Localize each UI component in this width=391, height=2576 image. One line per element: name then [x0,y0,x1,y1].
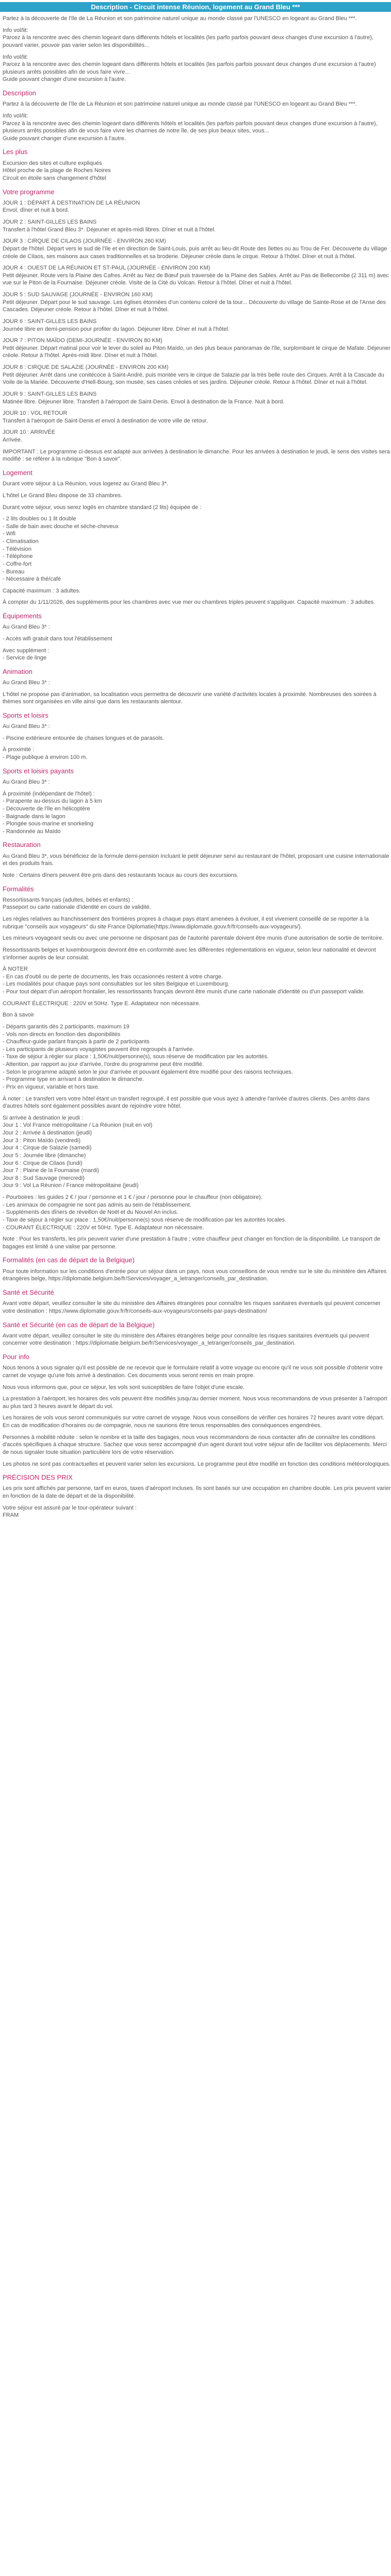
paragraph: - Pourboires : les guides 2 € / jour / personne et 1 € / jour / personne pour le chauffeur (non obligatoire). - Les animaux de compagnie ne sont pas admis au sein de l'établissement. - Suppléments des dîners de réveillon de Noël et du Nouvel An inclus. - Taxe de séjour à régler sur place : 1,50€/nuit/personne(s) sous réserve de modification par les autorités locales. - COURANT ÉLECTRIQUE : 220V et 50Hz. Type E. Adaptateur non nécessaire. [3,1194,287,1231]
paragraph: Bon à savoir [3,1012,35,1019]
paragraph: À compter du 1/11/2026, des suppléments pour les chambres avec vue mer ou chambres triples peuvent s'appliquer. Capacité maximum : 3 adultes. [3,599,376,606]
section-title: Pour info [3,1353,30,1361]
paragraph: - Départs garantis dès 2 participants, maximum 19 - Vols non directs en fonction des disponibilités - Chauffeur-guide parlant français à partir de 2 participants - Les participants de plusieurs voyagistes peuvent être regroupés à l'arrivée. - Taxe de séjour à régler sur place : 1,50€/nuit/personne(s), sous réserve de modification par les autorités. - Attention, par rapport au jour d'arrivée, l'ordre du programme peut être modifié. - Selon le programme adapté selon le jour d'arrivée et pouvant également être modifié pour des raisons techniques. - Programme type en arrivant à destination le dimanche. - Prix en vigueur, variable et hors taxe. [3,1023,293,1090]
section-title: Formalités (en cas de départ de la Belgique) [3,1256,135,1264]
paragraph: JOUR 3 : CIRQUE DE CILAOS (JOURNÉE - ENVIRON 260 KM) Départ de l'hôtel. Départ vers le sud de l'île et en direction de Saint-Louis, puis arrêt au lieu-dit Route des îlettes ou au Trou de Fer. Découverte du village créole de Cilaos, ses maisons aux cases traditionnelles et sa broderie. Déjeuner créole dans le cirque. Retour à l'hôtel. Dîner et nuit à l'hôtel. [3,238,387,260]
paragraph: JOUR 8 : CIRQUE DE SALAZIE (JOURNÉE - ENVIRON 200 KM) Petit déjeuner. Arrêt dans une conitécoce à Saint-André, puis montée vers le cirque de Salazie par la très belle route des Cirques. Arrêt à la Cascade du Voile de la Mariée. Découverte d'Hell-Bourg, son musée, ses cases créoles et ses jardins. Déjeuner créole. Retour à l'hôtel. Dîner et nuit à l'hôtel. [3,364,384,386]
section [0,188,391,463]
paragraph: Durant votre séjour, vous serez logés en chambre standard (2 lits) équipée de : [3,504,202,511]
paragraph: Votre séjour est assuré par le tour-opérateur suivant : FRAM [3,1504,137,1519]
paragraph: Ressortissants belges et luxembourgeois devront être en conformité avec les différentes réglementations en vigueur, selon leur nationalité et devront s'informer auprès de leur consulat. [3,946,376,961]
paragraph: Note : Pour les transferts, les prix peuvent varier d'une prestation à l'autre ; votre chauffeur peut changer en fonction de la disponibilité. Le transport de bagages est limité à une valise par personne. [3,1236,381,1250]
section [0,89,391,142]
section [0,1473,391,1519]
section-title: Animation [3,667,32,675]
paragraph: La prestation à l'aéroport, les horaires des vols peuvent être modifiés jusqu'au dernier moment. Nous vous recommandons de vous présenter à l'aéroport au plus tard 3 heures avant le départ du vol. [3,1396,387,1410]
paragraph: À proximité (indépendant de l'hôtel) : - Parapente au-dessus du lagon à 5 km - Découverte de l'île en hélicoptère - Baignade dans le lagon - Plongée sous-marine et snorkeling - Randonnée au Maïdo [3,790,102,835]
section [0,15,391,83]
paragraph: À proximité : - Plage publique à environ 100 m. [3,747,88,761]
section [0,1320,391,1348]
paragraph: Au Grand Bleu 3* : [3,624,50,631]
page-title: Description - Circuit intense Réunion, logement au Grand Bleu *** [0,2,391,12]
paragraph: Les prix sont affichés par personne, tarif en euros, taxes d'aéroport incluses. Ils sont basés sur une occupation en chambre double. Les prix peuvent varier en fonction de la date de départ et de la disponibilité. [3,1485,391,1500]
paragraph: Avant votre départ, veuillez consulter le site du ministère des Affaires étrangères belge pour connaître les risques sanitaires éventuels qui peuvent concerner votre destination : https://diplomatie.belgium.be/fr/Services/voyager_a_letranger/conseils_par_destination. [3,1332,369,1347]
paragraph: IMPORTANT : Le programme ci-dessus est adapté aux arrivées à destination le dimanche. Pour les arrivées à destination le jeudi, le sens des visites sera modifié : se référer à la rubrique "Bon à savoir". [3,448,390,463]
paragraph: Info vol/lit: Parcez à la rencontre avec des chemin logeant dans différents hôtels et localités (les parfois parfois pouvant deux changes d'une excursion à l'autre), plusieurs arrêts possibles afin de vous faire vivre les charmes de notre île, de ses plus beaux sites, vous... Guide pouvant changer d'une excursion à l'autre. [3,112,378,142]
section [0,147,391,182]
paragraph: JOUR 7 : PITON MAÏDO (DEMI-JOURNÉE - ENVIRON 80 KM) Petit déjeuner. Départ matinal pour voir le lever du soleil au Piton Maïdo, un des plus beaux panoramas de l'île, surplombant le cirque de Mafate. Déjeuner créole. Retour à l'hôtel. Après-midi libre. Dîner et nuit à l'hôtel. [3,337,390,359]
paragraph: Info vol/lit: Parcez à la rencontre avec des chemin logeant dans différents hôtels et localités (les parfo parfois pouvant deux changes d'une excursion à l'autre), pouvant varier, pouvoir pas varier selon les disponibilités... [3,27,373,48]
section [0,767,391,836]
section-title: Formalités [3,885,34,893]
section-title: Équipements [3,612,42,620]
paragraph: Avant votre départ, veuillez consulter le site du ministère des Affaires étrangères pour connaître les risques sanitaires éventuels qui peuvent concerner votre destination : https://www.diplomatie.gouv.fr/fr/conseils-aux-voyageurs/conseils-par-pays-destination/ [3,1300,381,1314]
section [0,612,391,662]
section-title: PRÉCISION DES PRIX [3,1473,73,1482]
paragraph: JOUR 10 : ARRIVÉE Arrivée. [3,429,56,444]
paragraph: Personnes à mobilité réduite : selon le nombre et la taille des bagages, nous vous recommandons de nous contacter afin de connaître les conditions d'accès spécifiques à chaque structure. Sachez que vous serez accompagné d'un agent durant tout votre séjour afin de faciliter vos déplacements. Merci de nous signaler toute situation particulière lors de votre réservation. [3,1434,387,1455]
paragraph: L'hôtel Le Grand Bleu dispose de 33 chambres. [3,492,123,499]
paragraph: Partez à la découverte de l'île de La Réunion et son patrimoine naturel unique au monde classé par l'UNESCO en logeant au Grand Bleu ***. [3,101,357,108]
paragraph: Pour toute information sur les conditions d'entrée pour un séjour dans un pays, nous vous conseillons de vous rendre sur le site du ministère des Affaires étrangères belge, https://diplomatie.belgium.be/fr/Services/voyager_a_letranger/conseils_par_destination. [3,1268,387,1282]
paragraph: Les règles relatives au franchissement des frontières propres à chaque pays étant amenées à évoluer, il est vivement conseillé de se reporter à la rubrique "conseils aux voyageurs" du site France Diplomatie(https://www.diplomatie.gouv.fr/fr/conseils-aux-voyageurs/). [3,916,369,930]
paragraph: Au Grand Bleu 3* : [3,723,50,730]
paragraph: À NOTER - En cas d'oubli ou de perte de documents, les frais occasionnés restent à votre charge. - Les modalités pour chaque pays sont consultables sur les sites Belgique et Luxembourg. - Pour tout départ d'un aéroport frontalier, les ressortissants français devront être munis d'une carte nationale d'identité ou d'un passeport valide. [3,966,365,995]
section-title: Description [3,89,37,97]
paragraph: - 2 lits doubles ou 1 lit double - Salle de bain avec douche et sèche-cheveux - Wifi - Climatisation - Télévision - Téléphone - Coffre-fort - Bureau - Nécessaire à thé/café [3,516,119,583]
section [0,1352,391,1468]
section-title: Votre programme [3,188,55,196]
section [0,711,391,761]
paragraph: L'hôtel ne propose pas d'animation, sa localisation vous permettra de découvrir une variété d'activités locales à proximité. Nombreuses des soirées à thèmes sont organisées en ville ainsi que dans les restaurants alentour. [3,691,377,705]
paragraph: - Accès wifi gratuit dans tout l'établissement [3,635,112,642]
section-title: Sports et loisirs payants [3,767,74,775]
section-title: Sports et loisirs [3,711,48,719]
paragraph: Si arrivée à destination le jeudi : Jour 1 : Vol France métropolitaine / La Réunion (nuit en vol) Jour 2 : Arrivée à destination (jeudi) Jour 3 : Piton Maïdo (vendredi) Jour 4 : Cirque de Salazie (samedi) Jour 5 : Journée libre (dimanche) Jour 6 : Cirque de Cilaos (lundi) Jour 7 : Plaine de la Fournaise (mardi) Jour 8 : Sud Sauvage (mercredi) Jour 9 : Vol La Réunion / France métropolitaine (jeudi) [3,1114,153,1189]
paragraph: Au Grand Bleu 3* : [3,680,50,686]
section [0,840,391,879]
paragraph: Nous vous informons que, pour ce séjour, les vols sont susceptibles de faire l'objet d'une escale. [3,1384,245,1391]
paragraph: Ressortissants français (adultes, bébés et enfants) : Passeport ou carte nationale d'identité en cours de validité. [3,896,151,911]
paragraph: JOUR 1 : DÉPART À DESTINATION DE LA RÉUNION Envol, dîner et nuit à bord. [3,199,140,214]
paragraph: Les horaires de vols vous seront communiqués sur votre carnet de voyage. Nous vous conseillons de vérifier ces horaires 72 heures avant votre départ. En cas de modification d'horaires ou de compagnie, nous ne saurions être tenus responsables des conséquences engendrées. [3,1415,384,1429]
paragraph: JOUR 4 : OUEST DE LA RÉUNION ET ST-PAUL (JOURNÉE - ENVIRON 200 KM) Petit déjeuner. Route vers la Plaine des Cafres. Arrêt au Nez de Bœuf puis traversée de la Plaine des Sables. Arrêt au Pas de Bellecombe (2 311 m) avec vue sur le Piton de la Fournaise. Déjeuner créole. Visite de la Cité du Volcan. Retour à l'hôtel. Dîner et nuit à l'hôtel. [3,265,389,286]
paragraph: JOUR 6 : SAINT-GILLES LES BAINS Journée libre en demi-pension pour profiter du lagon. Déjeuner libre. Dîner et nuit à l'hôtel. [3,318,230,332]
section [0,667,391,706]
paragraph: Au Grand Bleu 3*, vous bénéficiez de la formule demi-pension incluant le petit déjeuner servi au restaurant de l'hôtel, proposant une cuisine internationale et des produits frais. [3,853,389,867]
paragraph: Au Grand Bleu 3* : [3,779,50,785]
paragraph: À noter : Le transfert vers votre hôtel étant un transfert regroupé, il est possible que vous ayez à attendre l'arrivée d'autres clients. Des arrêts dans d'autres hôtels sont également possibles avant de rejoindre votre hôtel. [3,1095,370,1110]
paragraph: Nous tenons à vous signaler qu'il est possible de ne recevoir que le formulaire relatif à votre voyage ou encore qu'il ne vous soit possible d'obtenir votre carnet de voyage qu'une fois arrivé à destination. Ces documents vous seront remis en main propre. [3,1365,383,1379]
content [0,15,391,1519]
paragraph: JOUR 5 : SUD SAUVAGE (JOURNÉE - ENVIRON 160 KM) Petit déjeuner. Départ pour le sud sauvage. Les églises étonnées d'un contenu coloré de la tour... Découverte du village de Sainte-Rose et de l'Anse des Cascades. Déjeuner créole. Retour à l'hôtel. Dîner et nuit à l'hôtel. [3,292,386,313]
paragraph: Durant votre séjour à La Réunion, vous logerez au Grand Bleu 3*. [3,481,169,487]
section [0,468,391,606]
section-title: Logement [3,468,32,477]
paragraph: Excursion des sites et culture expliqués Hôtel proche de la plage de Roches Noires Circuit en étoile sans changement d'hôtel [3,160,111,181]
section-title: Santé et Sécurité (en cas de départ de la Belgique) [3,1320,155,1329]
paragraph: Info vol/lit: Parcez à la rencontre avec des chemin logeant dans différents hôtels et localités (les parfois parfois pouvant deux changes d'une excursion à l'autre) plusieurs arrêts possibles afin de vous faire vivre... Guide pouvant changer d'une excursion à l'autre. [3,54,376,83]
section [0,1288,391,1315]
paragraph: Note : Certains dîners peuvent être pris dans des restaurants locaux au cours des excursions. [3,872,239,878]
paragraph: Les photos ne sont pas contractuelles et peuvent varier selon les excursions. Le programme peut être modifié en fonction des conditions météorologiques. [3,1461,391,1467]
paragraph: JOUR 2 : SAINT-GILLES LES BAINS Transfert à l'hôtel Grand Bleu 3*. Déjeuner et après-midi libres. Dîner et nuit à l'hôtel. [3,219,216,233]
paragraph: Partez à la découverte de l'île de La Réunion et son patrimoine naturel unique au monde classé par l'UNESCO en logeant au Grand Bleu ***. [3,15,357,22]
paragraph: Avec supplément : - Service de linge [3,647,50,662]
paragraph: Capacité maximum : 3 adultes. [3,587,81,594]
section-title: Restauration [3,841,41,849]
section [0,1256,391,1283]
section-title: Les plus [3,148,28,156]
section [0,885,391,1251]
paragraph: - Piscine extérieure entourée de chaises longues et de parasols. [3,735,165,741]
section-title: Santé et Sécurité [3,1288,54,1296]
paragraph: COURANT ÉLECTRIQUE : 220V et 50Hz. Type E. Adaptateur non nécessaire. [3,1000,201,1007]
paragraph: JOUR 10 : VOL RETOUR Transfert à l'aéroport de Saint-Denis et envol à destination de votre ville de retour. [3,410,208,424]
paragraph: JOUR 9 : SAINT-GILLES LES BAINS Matinée libre. Déjeuner libre. Transfert à l'aéroport de Saint-Denis. Envol à destination de la France. Nuit à bord. [3,391,285,405]
paragraph: Les mineurs voyageant seuls ou avec une personne ne disposant pas de l'autorité parentale doivent être munis d'une autorisation de sortie de territoire. [3,935,384,942]
